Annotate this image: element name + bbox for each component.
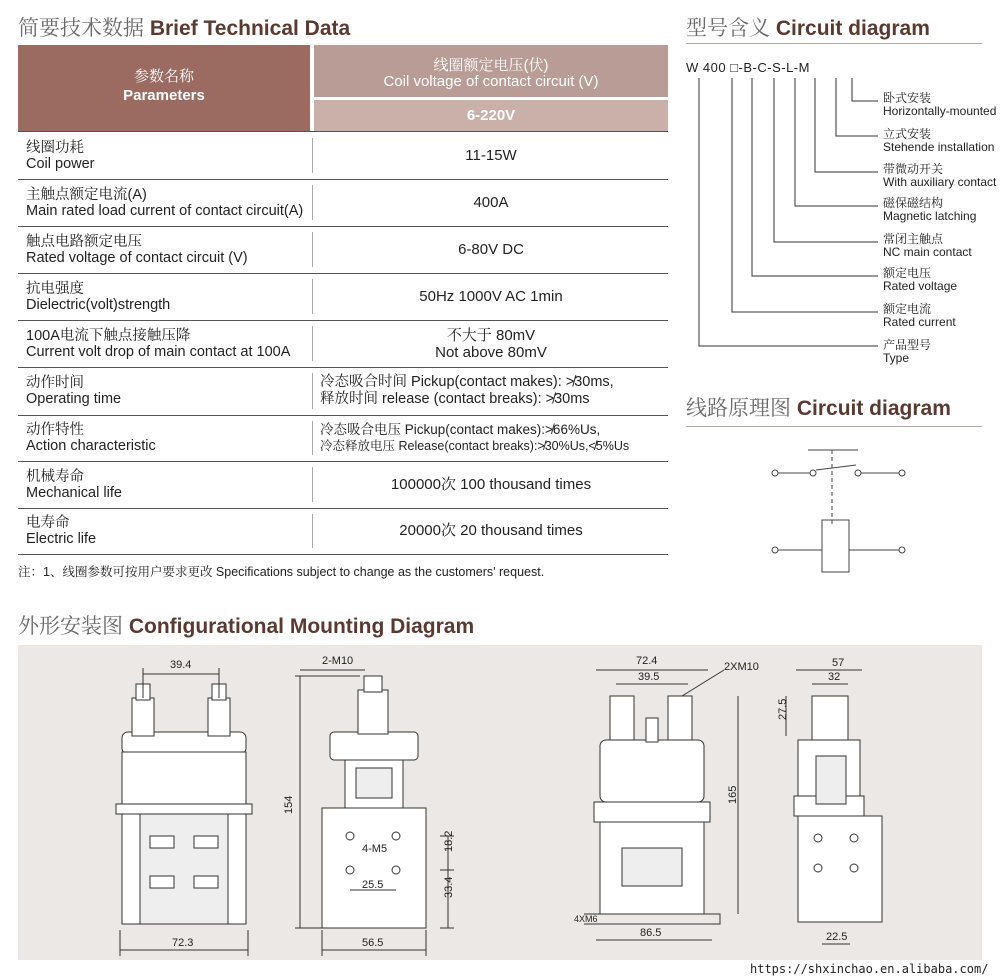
title-rule — [686, 426, 982, 427]
title-en: Configurational Mounting Diagram — [128, 615, 475, 638]
row-value — [320, 421, 674, 455]
front-view-2 — [584, 670, 738, 940]
header-coil-en: Coil voltage of contact circuit (V) — [383, 73, 599, 90]
dim-d10: 72.4 — [636, 655, 658, 667]
specification-note: 注：1、线圈参数可按用户要求更改 Specifications subject to change as the customers' request. — [18, 565, 545, 579]
param-cn: 抗电强度 — [26, 280, 84, 297]
value-line-1: 100000次 100 thousand times — [390, 475, 592, 493]
meaning-en: Magnetic latching — [883, 209, 977, 223]
meaning-item — [883, 163, 996, 189]
row-value — [314, 476, 668, 493]
meaning-cn: 常闭主触点 — [883, 232, 944, 246]
meaning-item — [883, 303, 956, 329]
dim-d2: 72.3 — [172, 937, 194, 949]
meaning-en: Horizontally-mounted — [883, 104, 997, 118]
param-cn: 触点电路额定电压 — [26, 233, 142, 250]
front-view-1 — [116, 668, 252, 956]
dim-d5: 4-M5 — [362, 843, 388, 855]
param-cn: 动作特性 — [26, 422, 84, 438]
title-cn: 线路原理图 — [686, 397, 791, 420]
title-en: Brief Technical Data — [149, 17, 351, 40]
title-cn: 型号含义 — [686, 17, 770, 40]
meaning-en: Type — [883, 351, 910, 365]
meaning-en: NC main contact — [883, 245, 972, 259]
dim-d14: 4XM6 — [574, 914, 598, 924]
meaning-en: With auxiliary contact — [883, 175, 997, 189]
column-divider — [312, 467, 313, 502]
meaning-en: Rated voltage — [883, 279, 958, 293]
param-cn: 100A电流下触点接触压降 — [26, 327, 191, 344]
source-url[interactable]: https://shxinchao.en.alibaba.com/ — [750, 962, 989, 976]
value-line-2: Not above 80mV — [435, 343, 547, 361]
circuit-diagram-title — [686, 392, 951, 422]
row-parameter — [26, 515, 314, 547]
model-code-leader-lines — [0, 0, 1000, 400]
side-view-2 — [786, 670, 882, 944]
dim-d1: 39.4 — [170, 659, 192, 671]
param-en: Action characteristic — [26, 438, 156, 454]
param-cn: 机械寿命 — [26, 468, 84, 485]
dim-d16: 57 — [832, 657, 845, 669]
column-divider — [312, 514, 313, 548]
dim-d8: 33.4 — [443, 876, 455, 898]
header-coil-cn: 线圈额定电压(伏) — [433, 57, 549, 74]
meaning-cn: 带微动开关 — [883, 162, 944, 176]
param-cn: 电寿命 — [26, 515, 70, 531]
table-row — [18, 415, 668, 462]
title-en: Circuit diagram — [796, 397, 951, 420]
meaning-item — [883, 128, 994, 154]
dim-d13: 165 — [727, 785, 739, 804]
value-line-1: 400A — [473, 193, 509, 211]
param-en: Electric life — [26, 531, 97, 547]
meaning-cn: 磁保磁结构 — [883, 196, 944, 210]
title-cn: 简要技术数据 — [18, 17, 144, 40]
side-view-1 — [295, 670, 454, 956]
table-row — [18, 461, 668, 509]
meaning-cn: 卧式安装 — [883, 91, 932, 105]
row-value — [314, 522, 668, 539]
dim-d17: 32 — [828, 671, 841, 683]
param-en: Coil power — [26, 155, 95, 172]
dim-d6: 18.2 — [443, 830, 455, 852]
dim-d4: 154 — [283, 795, 295, 814]
column-divider — [312, 421, 313, 455]
param-en: Operating time — [26, 391, 122, 407]
value-line-1: 20000次 20 thousand times — [399, 522, 583, 539]
row-parameter — [26, 469, 314, 501]
value-line-1: 50Hz 1000V AC 1min — [419, 287, 563, 305]
title-cn: 外形安装图 — [18, 615, 123, 638]
table-row — [18, 508, 668, 555]
row-parameter — [26, 422, 314, 454]
param-en: Main rated load current of contact circuit(A) — [26, 202, 304, 219]
param-cn: 主触点额定电流(A) — [26, 186, 147, 203]
value-line-1: 冷态吸合时间 Pickup(contact makes): ≯30ms, — [320, 374, 614, 390]
value-line-1: 冷态吸合电压 Pickup(contact makes):≯66%Us, — [320, 422, 601, 437]
meaning-cn: 产品型号 — [883, 338, 932, 352]
header-param-en: Parameters — [123, 87, 205, 104]
value-line-1: 不大于 80mV — [446, 326, 536, 344]
mounting-drawings — [0, 640, 1000, 965]
meaning-cn: 额定电流 — [883, 302, 932, 316]
title-en: Circuit diagram — [775, 17, 930, 40]
dim-d11: 39.5 — [638, 671, 660, 683]
param-en: Rated voltage of contact circuit (V) — [26, 249, 248, 266]
mounting-diagram-title — [18, 610, 474, 640]
dim-d7: 25.5 — [362, 879, 384, 891]
param-en: Dielectric(volt)strength — [26, 296, 171, 313]
param-cn: 线圈功耗 — [26, 139, 84, 156]
meaning-en: Stehende installation — [883, 140, 995, 154]
value-line-2: 冷态释放电压 Release(contact breaks):≯30%Us,≮5%Us — [320, 439, 630, 453]
value-line-1: 11-15W — [465, 146, 517, 164]
value-line-1: 6-80V DC — [458, 240, 524, 258]
dim-d18: 27.5 — [777, 698, 789, 720]
dim-d3: 2-M10 — [322, 655, 354, 667]
circuit-schematic — [760, 440, 920, 575]
param-en: Current volt drop of main contact at 100A — [26, 343, 291, 360]
meaning-en: Rated current — [883, 315, 956, 329]
meaning-cn: 额定电压 — [883, 266, 932, 280]
header-voltage-range: 6-220V — [314, 100, 668, 131]
value-line-2: 释放时间 release (contact breaks): ≯30ms — [320, 391, 590, 407]
dim-d15: 86.5 — [640, 927, 662, 939]
model-code: W 400 □-B-C-S-L-M — [686, 60, 810, 75]
meaning-item — [883, 92, 996, 118]
dim-d19: 22.5 — [826, 931, 848, 943]
meaning-item — [883, 233, 972, 259]
meaning-cn: 立式安装 — [883, 127, 932, 141]
param-en: Mechanical life — [26, 484, 122, 501]
dim-d9: 56.5 — [362, 937, 384, 949]
param-cn: 动作时间 — [26, 375, 84, 391]
meaning-item — [883, 339, 931, 365]
header-param-cn: 参数名称 — [133, 68, 194, 85]
dim-d12: 2XM10 — [724, 661, 759, 673]
meaning-item — [883, 267, 957, 293]
meaning-item — [883, 197, 976, 223]
